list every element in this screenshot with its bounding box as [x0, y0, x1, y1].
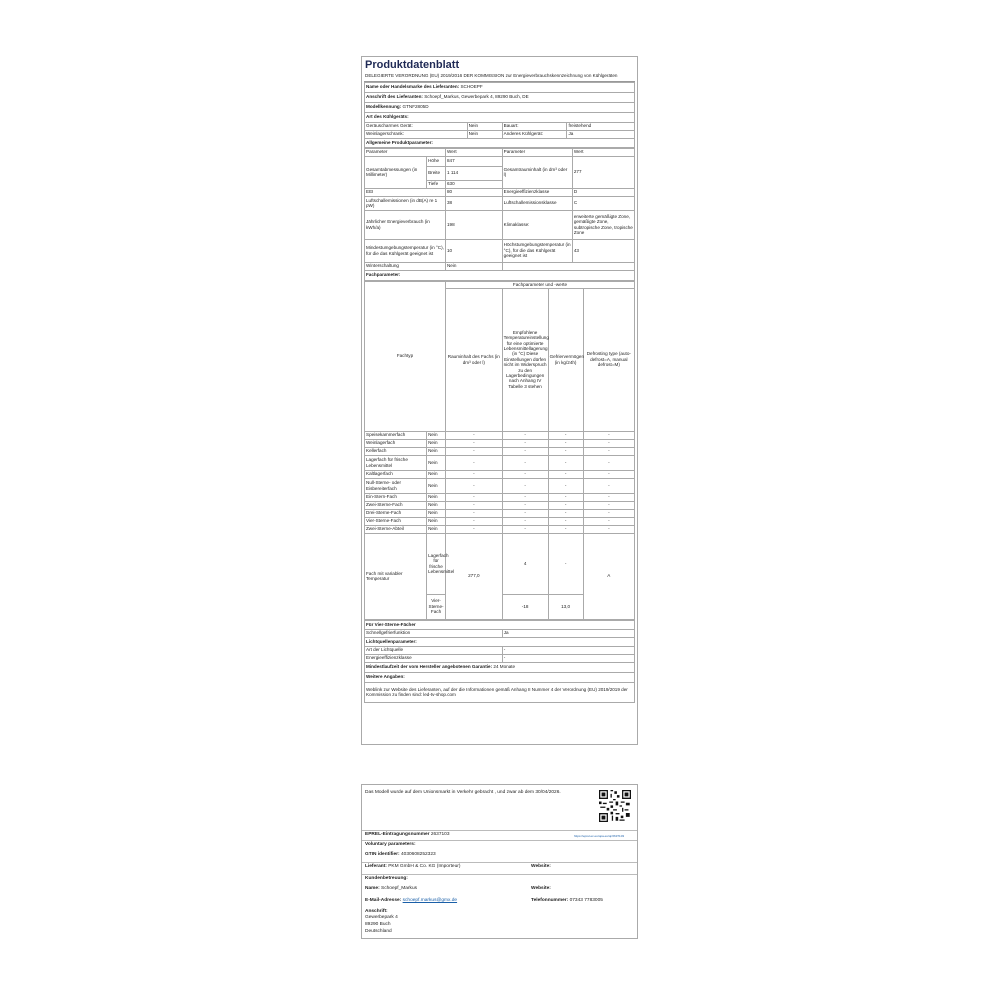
eprel-url-link[interactable]: https://eprel.ec.europa.eu/qr/2637103	[574, 834, 625, 838]
design-label: Bauart:	[502, 122, 567, 130]
max-temp-value: 43	[572, 239, 634, 262]
header-parameter: Parameter	[365, 148, 446, 156]
compartment-name: Vier-Sterne-Fach	[365, 517, 427, 525]
compartment-name: Zwei-Sterne-Abteil	[365, 525, 427, 533]
noise-value: 38	[445, 196, 502, 210]
compartment-row	[365, 517, 635, 525]
compartment-freeze: -	[548, 493, 583, 501]
height-value: 847	[445, 156, 502, 166]
compartment-temp: -	[502, 478, 548, 493]
variable-fresh-label: Lagerfach für frische Lebensmittel	[427, 533, 446, 594]
compartment-value: Nein	[427, 447, 446, 455]
gtin-label: GTIN identifier:	[365, 852, 400, 857]
header-recommended-temp: Empfohlene Temperatureinstellung für eine optimierte Lebensmittellagerung (in °C) Diese Einstellungen dürfen nicht im Widerspruch zu den Lagerbedingungen nach Anhang IV Tabelle 3 stehen	[502, 288, 548, 431]
variable-freeze-fresh: -	[548, 533, 583, 594]
compartment-temp: -	[502, 509, 548, 517]
four-star-heading: Für Vier-Sterne-Fächer	[365, 620, 635, 629]
energy-class-value: D	[572, 188, 634, 196]
compartment-row	[365, 431, 635, 439]
compartment-value: Nein	[427, 478, 446, 493]
compartment-volume: -	[445, 493, 502, 501]
noise-class-value: C	[572, 196, 634, 210]
fast-freeze-value: Ja	[502, 629, 634, 637]
compartment-defrost: -	[583, 517, 634, 525]
compartment-value: Nein	[427, 493, 446, 501]
header-freezing-capacity: Gefriervermögen (in kg/24h)	[548, 288, 583, 431]
light-class-label: Energieeffizienzklasse	[365, 654, 503, 662]
compartment-name: Speisekammerfach	[365, 431, 427, 439]
phone-value: 07343 7783005	[569, 898, 603, 903]
annual-energy-label: Jährlicher Energieverbrauch (in kWh/a)	[365, 210, 446, 239]
compartment-defrost: -	[583, 525, 634, 533]
other-device-label: Anderes Kühlgerät:	[502, 130, 567, 138]
compartment-row	[365, 501, 635, 509]
compartment-defrost: -	[583, 478, 634, 493]
min-temp-value: 10	[445, 239, 502, 262]
compartment-freeze: -	[548, 439, 583, 447]
address-line-1: Gewerbepark 4	[365, 915, 398, 920]
header-value: Wert	[445, 148, 502, 156]
header-compartment-params: Fachparameter und -werte	[445, 281, 634, 288]
winter-value: Nein	[445, 262, 502, 270]
compartment-defrost: -	[583, 447, 634, 455]
depth-label: Tiefe	[427, 180, 446, 188]
compartment-volume: -	[445, 501, 502, 509]
customer-service-heading: Kundenbetreuung:	[365, 876, 408, 881]
compartment-name: Null-Sterne- oder Eisbereiterfach	[365, 478, 427, 493]
wine-cabinet-value: Nein	[467, 130, 502, 138]
compartment-freeze: -	[548, 431, 583, 439]
compartment-freeze: -	[548, 478, 583, 493]
winter-label: Winterschaltung	[365, 262, 446, 270]
max-temp-label: Höchstumgebungstemperatur (in °C), für die das Kühlgerät geeignet ist	[502, 239, 572, 262]
light-class-value: -	[502, 654, 634, 662]
header-defrost-type: Defrosting type (auto-defrost=A, manual defrost=M)	[583, 288, 634, 431]
supplier-name-row: Name oder Handelsmarke des Lieferanten: SCHOEPF	[365, 82, 635, 92]
low-noise-value: Nein	[467, 122, 502, 130]
compartment-temp: -	[502, 447, 548, 455]
header-parameter-2: Parameter	[502, 148, 572, 156]
compartment-freeze: -	[548, 509, 583, 517]
compartment-rows	[365, 431, 635, 533]
supplier-address-row: Anschrift des Lieferanten: Schoepf_Markus, Gewerbepark 4, 89290 Buch, DE	[365, 92, 635, 102]
product-data-sheet	[361, 56, 638, 745]
contact-name-label: Name:	[365, 886, 380, 891]
compartment-row	[365, 455, 635, 470]
compartment-volume: -	[445, 431, 502, 439]
compartment-row	[365, 478, 635, 493]
compartment-temp: -	[502, 525, 548, 533]
compartment-freeze: -	[548, 517, 583, 525]
total-volume-label: Gesamtrauminhalt (in dm³ oder l)	[502, 156, 572, 188]
dimensions-label: Gesamtabmessungen (in Millimeter)	[365, 156, 427, 188]
compartment-temp: -	[502, 455, 548, 470]
qr-code-icon	[599, 790, 631, 822]
total-volume-value: 277	[572, 156, 634, 188]
further-info-heading: Weitere Angaben:	[365, 672, 635, 682]
noise-label: Luftschallemissionen (in dB(A) re 1 pW)	[365, 196, 446, 210]
phone-label: Telefonnummer:	[531, 898, 569, 903]
general-params-heading: Allgemeine Produktparameter:	[365, 138, 635, 147]
light-type-value: -	[502, 646, 634, 654]
compartment-name: Ein-Stern-Fach	[365, 493, 427, 501]
climate-class-value: erweiterte gemäßigte Zone, gemäßigte Zone, subtropische Zone, tropische Zone	[572, 210, 634, 239]
compartment-name: Kellerfach	[365, 447, 427, 455]
email-label: E-Mail-Adresse:	[365, 898, 402, 903]
supplier-label: Lieferant:	[365, 864, 387, 869]
supplier-value: PKM GmbH & Co. KG (Importeur)	[388, 864, 461, 869]
compartment-volume: -	[445, 470, 502, 478]
depth-value: 630	[445, 180, 502, 188]
compartment-name: Weinlagerfach	[365, 439, 427, 447]
compartment-temp: -	[502, 501, 548, 509]
compartment-freeze: -	[548, 501, 583, 509]
compartment-volume: -	[445, 478, 502, 493]
eprel-label: EPREL-Eintragungsnummer	[365, 832, 430, 837]
email-link[interactable]: schoepf.markus@gmx.de	[402, 898, 458, 903]
compartment-value: Nein	[427, 525, 446, 533]
energy-class-label: Energieeffizienzklasse	[502, 188, 572, 196]
compartment-defrost: -	[583, 431, 634, 439]
compartment-defrost: -	[583, 455, 634, 470]
compartment-defrost: -	[583, 493, 634, 501]
compartment-value: Nein	[427, 470, 446, 478]
eprel-card	[361, 784, 638, 939]
wine-cabinet-label: Weinlagerschrank:	[365, 130, 468, 138]
design-value: freistehend	[567, 122, 635, 130]
supplier-table	[364, 82, 635, 148]
compartment-temp: -	[502, 493, 548, 501]
compartment-value: Nein	[427, 501, 446, 509]
variable-temp-label: Fach mit variabler Temperatur	[365, 533, 427, 619]
compartment-name: Zwei-Sterne-Fach	[365, 501, 427, 509]
address-label: Anschrift:	[365, 909, 388, 914]
compartment-row	[365, 509, 635, 517]
compartment-table	[364, 281, 635, 620]
compartment-volume: -	[445, 517, 502, 525]
light-source-heading: Lichtquellenparameter:	[365, 637, 635, 646]
contact-name: Schoepf_Markus	[381, 886, 418, 891]
variable-defrost: A	[583, 533, 634, 619]
compartment-value: Nein	[427, 517, 446, 525]
fast-freeze-label: Schnellgefrierfunktion	[365, 629, 503, 637]
climate-class-label: Klimaklasse:	[502, 210, 572, 239]
market-date-text: Das Modell wurde auf dem Unionsmarkt in Verkehr gebracht , und zwar ab dem 30/04/2026.	[365, 790, 561, 795]
compartment-defrost: -	[583, 501, 634, 509]
compartment-temp: -	[502, 470, 548, 478]
compartment-name: Lagerfach für frische Lebensmittel	[365, 455, 427, 470]
noise-class-label: Luftschallemissionsklasse	[502, 196, 572, 210]
compartment-value: Nein	[427, 431, 446, 439]
website-label: Website:	[531, 864, 551, 869]
sheet-title: Produktdatenblatt	[365, 59, 460, 71]
low-noise-label: Geräuscharmes Gerät:	[365, 122, 468, 130]
compartment-volume: -	[445, 509, 502, 517]
compartment-value: Nein	[427, 509, 446, 517]
width-value: 1 114	[445, 166, 502, 180]
compartment-heading: Fachparameter:	[365, 270, 635, 280]
compartment-volume: -	[445, 447, 502, 455]
annual-energy-value: 198	[445, 210, 502, 239]
supplier-website-link[interactable]: led-tv-shop.com	[423, 692, 456, 697]
guarantee-row: Mindestlaufzeit der vom Hersteller angebotenen Garantie: 24 Monate	[365, 662, 635, 672]
eprel-number: 2637103	[430, 832, 450, 837]
compartment-row	[365, 493, 635, 501]
address-line-3: Deutschland	[365, 929, 392, 934]
variable-freeze-four-star: 13,0	[548, 594, 583, 619]
compartment-temp: -	[502, 431, 548, 439]
light-type-label: Art der Lichtquelle	[365, 646, 503, 654]
variable-volume: 277,0	[445, 533, 502, 619]
compartment-freeze: -	[548, 525, 583, 533]
model-row: Modellkennung: GTNF2805D	[365, 102, 635, 112]
compartment-freeze: -	[548, 447, 583, 455]
compartment-freeze: -	[548, 470, 583, 478]
variable-four-star-label: Vier-Sterne-Fach	[427, 594, 446, 619]
variable-temp-four-star: -18	[502, 594, 548, 619]
eei-label: EEI	[365, 188, 446, 196]
voluntary-heading: Voluntary parameters:	[365, 842, 416, 847]
further-info-row: Weblink zur Website des Lieferanten, auf der die Informationen gemäß Anhang II Nummer 4 der Verordnung (EU) 2019/2019 der Kommission zu finden sind: led-tv-shop.com	[365, 682, 635, 702]
width-label: Breite	[427, 166, 446, 180]
compartment-defrost: -	[583, 470, 634, 478]
header-compartment-volume: Rauminhalt des Fachs (in dm³ oder l)	[445, 288, 502, 431]
compartment-volume: -	[445, 439, 502, 447]
header-value-2: Wert	[572, 148, 634, 156]
compartment-row	[365, 439, 635, 447]
compartment-temp: -	[502, 517, 548, 525]
website2-label: Website:	[531, 886, 551, 891]
gtin-value: 4030608252323	[401, 852, 436, 857]
general-params-table	[364, 148, 635, 281]
compartment-name: Drei-Sterne-Fach	[365, 509, 427, 517]
misc-table	[364, 620, 635, 703]
header-compartment-type: Fachtyp	[365, 281, 446, 431]
compartment-row	[365, 470, 635, 478]
compartment-name: Kaltlagerfach	[365, 470, 427, 478]
compartment-temp: -	[502, 439, 548, 447]
compartment-value: Nein	[427, 439, 446, 447]
compartment-defrost: -	[583, 439, 634, 447]
compartment-volume: -	[445, 525, 502, 533]
regulation-text: DELEGIERTE VERORDNUNG (EU) 2019/2016 DER KOMMISSION zur Energieverbrauchskennzeichnung von Kühlgeräten	[364, 72, 635, 82]
variable-temp-fresh: 4	[502, 533, 548, 594]
address-line-2: 89290 Buch	[365, 922, 391, 927]
compartment-freeze: -	[548, 455, 583, 470]
compartment-row	[365, 447, 635, 455]
other-device-value: Ja	[567, 130, 635, 138]
compartment-defrost: -	[583, 509, 634, 517]
compartment-volume: -	[445, 455, 502, 470]
height-label: Höhe	[427, 156, 446, 166]
compartment-value: Nein	[427, 455, 446, 470]
min-temp-label: Mindestumgebungstemperatur (in °C), für die das Kühlgerät geeignet ist	[365, 239, 446, 262]
compartment-row	[365, 525, 635, 533]
empty-cell	[502, 262, 634, 270]
eei-value: 80	[445, 188, 502, 196]
device-type-heading: Art des Kühlgeräts:	[365, 112, 635, 122]
